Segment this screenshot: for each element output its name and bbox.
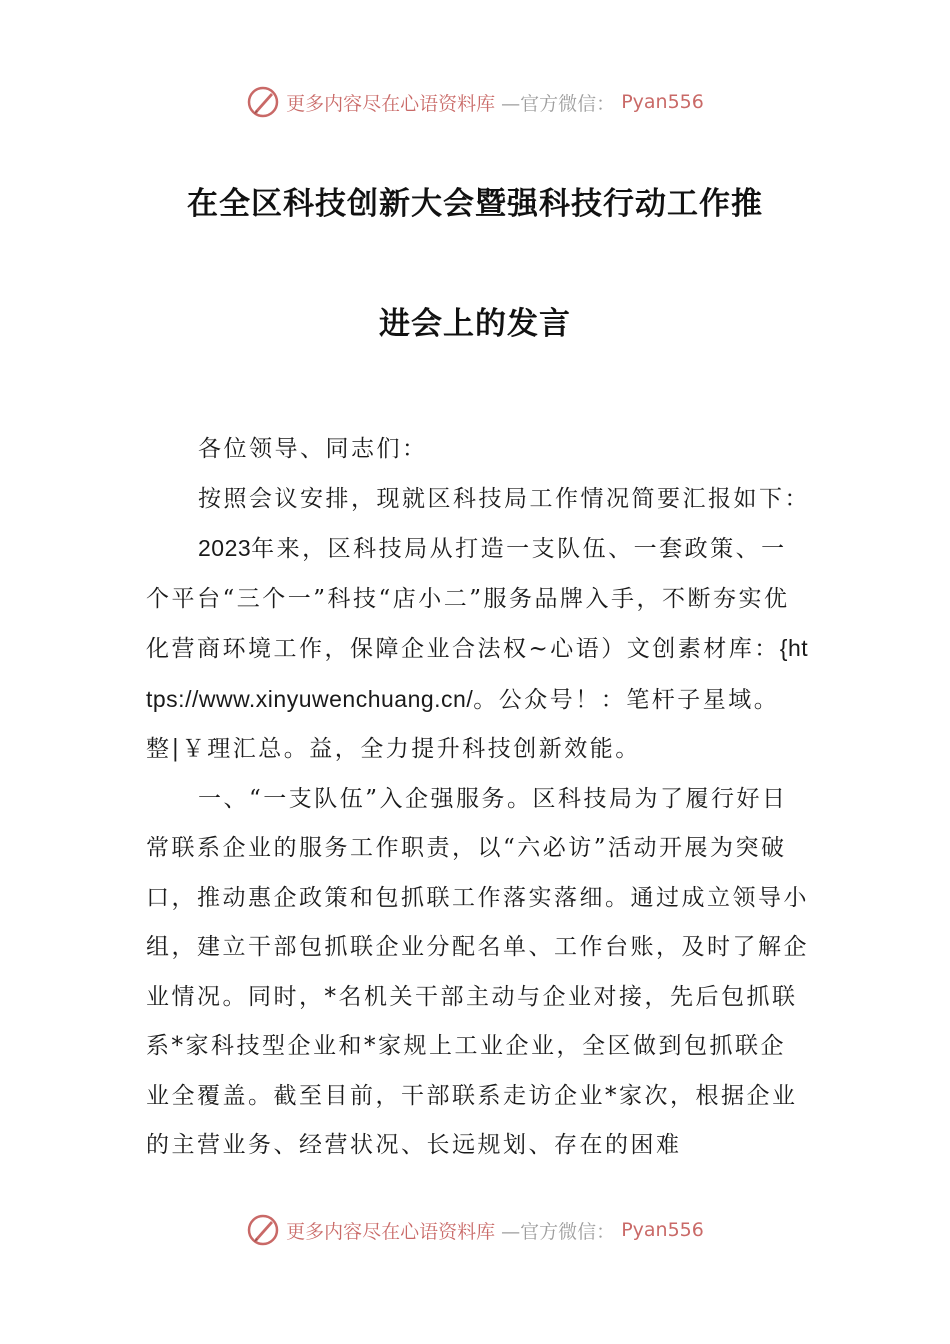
watermark-header [0, 82, 950, 122]
watermark-text-wechat-label: —官方微信： [501, 1220, 616, 1243]
watermark-text-wechat-id: Pyan556 [621, 91, 704, 113]
quill-pen-circle-icon [246, 85, 280, 119]
quill-pen-circle-icon [246, 1213, 280, 1247]
paragraph-1-url: {https://www.xinyuwenchuang.cn/ [146, 635, 809, 712]
watermark-text-wechat-label: —官方微信： [501, 92, 616, 115]
paragraph-1-text-b: 。公众号！：笔杆子星域。整|￥理汇总。益，全力提升科技创新效能。 [146, 686, 780, 762]
watermark-text-main: 更多内容尽在心语资料库 [286, 92, 496, 115]
watermark-text-main: 更多内容尽在心语资料库 [286, 1220, 496, 1243]
paragraph-1-text-a: 年来，区科技局从打造一支队伍、一套政策、一个平台“三个一”科技“店小二”服务品牌入手，不断夯实优化营商环境工作，保障企业合法权~心语）文创素材库： [146, 536, 790, 662]
salutation: 各位领导、同志们： [198, 436, 428, 462]
paragraph-1 [146, 524, 811, 775]
intro-paragraph: 按照会议安排，现就区科技局工作情况简要汇报如下： [198, 485, 810, 512]
document-title-line-2: 进会上的发言 [379, 306, 571, 342]
paragraph-2: 一、“一支队伍”入企强服务。区科技局为了履行好日常联系企业的服务工作职责，以“六必访”活动开展为突破口，推动惠企政策和包抓联工作落实落细。通过成立领导小组，建立干部包抓联企业分配名单、工作台账，及时了解企业情况。同时，*名机关干部主动与企业对接，先后包抓联系*家科技型企业和*家规上工业企业，全区做到包抓联企业全覆盖。截至目前，干部联系走访企业*家次，根据企业的主营业务、经营状况、长远规划、存在的困难 [146, 785, 809, 1158]
watermark-text-wechat-id: Pyan556 [621, 1219, 704, 1241]
paragraph-1-year: 2023 [198, 535, 252, 561]
watermark-footer [0, 1210, 950, 1250]
document-body [146, 425, 811, 1171]
document-title-line-1: 在全区科技创新大会暨强科技行动工作推 [187, 186, 763, 222]
